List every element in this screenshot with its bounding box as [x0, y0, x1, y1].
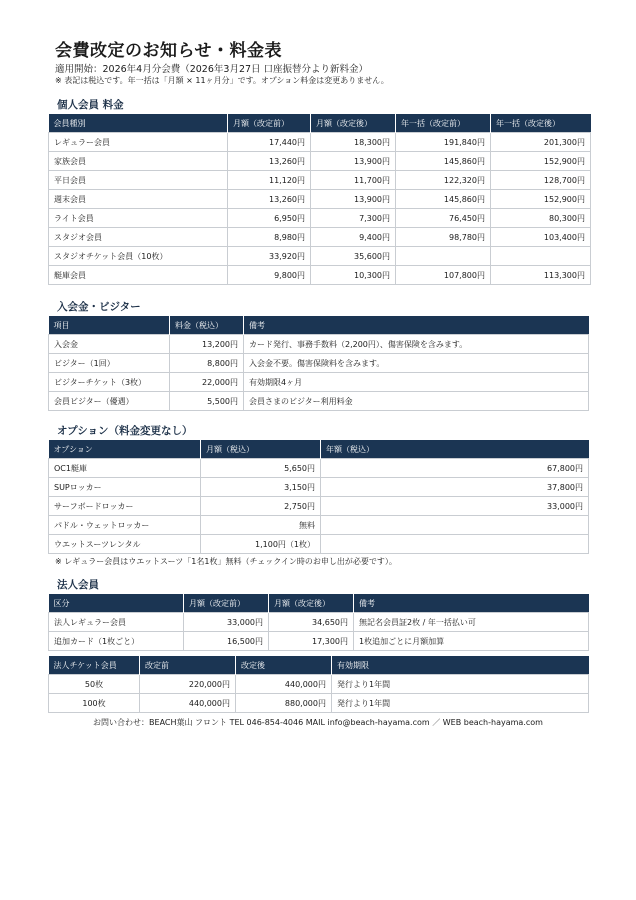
price-cell: 34,650円	[269, 613, 354, 632]
column-header: 年額（税込）	[321, 440, 589, 459]
table-header-row	[49, 594, 589, 613]
ticket-count-cell: 100枚	[49, 694, 140, 713]
price-cell: 33,000円	[184, 613, 269, 632]
column-header: 年一括（改定後）	[491, 114, 591, 133]
remark-cell: 無記名会員証2枚 / 年一括払い可	[354, 613, 589, 632]
column-header: 改定前	[140, 656, 236, 675]
table-row	[49, 516, 589, 535]
entry-section-heading: 入会金・ビジター	[57, 301, 141, 313]
table-row	[49, 152, 591, 171]
price-cell: 7,300円	[311, 209, 396, 228]
price-cell: 880,000円	[236, 694, 332, 713]
price-cell: 11,700円	[311, 171, 396, 190]
price-cell: 10,300円	[311, 266, 396, 285]
table-row	[49, 675, 589, 694]
option-name-cell: サーフボードロッカー	[49, 497, 201, 516]
table-row	[49, 354, 589, 373]
option-name-cell: パドル・ウェットロッカー	[49, 516, 201, 535]
column-header: 月額（税込）	[201, 440, 321, 459]
member-type-cell: 週末会員	[49, 190, 228, 209]
price-cell: 80,300円	[491, 209, 591, 228]
column-header: 備考	[354, 594, 589, 613]
column-header: 改定後	[236, 656, 332, 675]
price-cell	[396, 247, 491, 266]
table-row	[49, 478, 589, 497]
column-header: 年一括（改定前）	[396, 114, 491, 133]
price-cell: 440,000円	[140, 694, 236, 713]
table-row	[49, 632, 589, 651]
remark-cell: 1枚追加ごとに月額加算	[354, 632, 589, 651]
remark-cell: カード発行、事務手数料（2,200円）、傷害保険を含みます。	[244, 335, 589, 354]
monthly-price-cell: 1,100円（1枚）	[201, 535, 321, 554]
price-cell: 35,600円	[311, 247, 396, 266]
category-cell: 追加カード（1枚ごと）	[49, 632, 184, 651]
effective-date-text: 適用開始：2026年4月分会費（2026年3月27日 口座振替分より新料金）	[55, 64, 369, 75]
price-cell: 6,950円	[228, 209, 311, 228]
table-row	[49, 171, 591, 190]
price-cell: 76,450円	[396, 209, 491, 228]
price-cell: 103,400円	[491, 228, 591, 247]
table-row	[49, 373, 589, 392]
entry-fee-table	[48, 316, 589, 411]
price-cell: 33,920円	[228, 247, 311, 266]
price-cell: 440,000円	[236, 675, 332, 694]
price-cell: 17,300円	[269, 632, 354, 651]
price-cell: 107,800円	[396, 266, 491, 285]
option-name-cell: SUPロッカー	[49, 478, 201, 497]
remark-cell: 有効期限4ヶ月	[244, 373, 589, 392]
price-cell: 18,300円	[311, 133, 396, 152]
table-row	[49, 209, 591, 228]
price-cell: 9,400円	[311, 228, 396, 247]
table-row	[49, 266, 591, 285]
column-header: 月額（改定後）	[269, 594, 354, 613]
corporate-section-heading: 法人会員	[57, 579, 99, 591]
column-header: 会員種別	[49, 114, 228, 133]
price-cell: 8,980円	[228, 228, 311, 247]
table-row	[49, 190, 591, 209]
item-cell: 会員ビジター（優遇）	[49, 392, 170, 411]
price-cell: 98,780円	[396, 228, 491, 247]
option-name-cell: OC1艇庫	[49, 459, 201, 478]
table-row	[49, 133, 591, 152]
validity-cell: 発行より1年間	[332, 675, 589, 694]
price-cell: 152,900円	[491, 152, 591, 171]
price-cell: 145,860円	[396, 152, 491, 171]
price-cell: 22,000円	[170, 373, 244, 392]
corporate-fee-table	[48, 594, 589, 651]
table-row	[49, 459, 589, 478]
column-header: 料金（税込）	[170, 316, 244, 335]
column-header: 備考	[244, 316, 589, 335]
annual-price-cell	[321, 516, 589, 535]
price-cell: 152,900円	[491, 190, 591, 209]
price-cell: 128,700円	[491, 171, 591, 190]
table-row	[49, 228, 591, 247]
column-header: 項目	[49, 316, 170, 335]
price-cell: 113,300円	[491, 266, 591, 285]
column-header: 法人チケット会員	[49, 656, 140, 675]
item-cell: ビジターチケット（3枚）	[49, 373, 170, 392]
annual-price-cell: 37,800円	[321, 478, 589, 497]
table-header-row	[49, 440, 589, 459]
column-header: 有効期限	[332, 656, 589, 675]
page-title: 会費改定のお知らせ・料金表	[55, 41, 282, 61]
price-cell: 9,800円	[228, 266, 311, 285]
individual-section-heading: 個人会員 料金	[57, 99, 124, 111]
member-type-cell: スタジオチケット会員（10枚）	[49, 247, 228, 266]
column-header: 月額（改定前）	[228, 114, 311, 133]
table-row	[49, 694, 589, 713]
individual-fee-table	[48, 114, 591, 285]
contact-footer: お問い合わせ：BEACH葉山 フロント TEL 046-854-4046 MAIL info@beach-hayama.com ／ WEB beach-hayama.com	[93, 718, 543, 727]
table-header-row	[49, 114, 591, 133]
remark-cell: 入会金不要。傷害保険料を含みます。	[244, 354, 589, 373]
annual-price-cell: 33,000円	[321, 497, 589, 516]
category-cell: 法人レギュラー会員	[49, 613, 184, 632]
member-type-cell: ライト会員	[49, 209, 228, 228]
table-row	[49, 335, 589, 354]
price-cell: 13,900円	[311, 152, 396, 171]
item-cell: 入会金	[49, 335, 170, 354]
member-type-cell: 平日会員	[49, 171, 228, 190]
options-fee-table	[48, 440, 589, 554]
table-row	[49, 535, 589, 554]
remark-cell: 会員さまのビジター利用料金	[244, 392, 589, 411]
price-cell: 220,000円	[140, 675, 236, 694]
price-cell: 145,860円	[396, 190, 491, 209]
table-header-row	[49, 656, 589, 675]
options-section-heading: オプション（料金変更なし）	[57, 425, 193, 437]
price-cell	[491, 247, 591, 266]
monthly-price-cell: 2,750円	[201, 497, 321, 516]
price-cell: 122,320円	[396, 171, 491, 190]
option-name-cell: ウエットスーツレンタル	[49, 535, 201, 554]
annual-price-cell: 67,800円	[321, 459, 589, 478]
tax-note: ※ 表記は税込です。年一括は「月額 × 11ヶ月分」です。オプション料金は変更ありません。	[55, 76, 389, 85]
price-cell: 13,260円	[228, 152, 311, 171]
member-type-cell: レギュラー会員	[49, 133, 228, 152]
member-type-cell: スタジオ会員	[49, 228, 228, 247]
column-header: オプション	[49, 440, 201, 459]
column-header: 月額（改定後）	[311, 114, 396, 133]
member-type-cell: 艇庫会員	[49, 266, 228, 285]
item-cell: ビジター（1回）	[49, 354, 170, 373]
price-cell: 5,500円	[170, 392, 244, 411]
monthly-price-cell: 無料	[201, 516, 321, 535]
table-row	[49, 247, 591, 266]
monthly-price-cell: 3,150円	[201, 478, 321, 497]
monthly-price-cell: 5,650円	[201, 459, 321, 478]
price-cell: 201,300円	[491, 133, 591, 152]
table-row	[49, 497, 589, 516]
ticket-count-cell: 50枚	[49, 675, 140, 694]
price-cell: 191,840円	[396, 133, 491, 152]
price-cell: 8,800円	[170, 354, 244, 373]
price-cell: 11,120円	[228, 171, 311, 190]
column-header: 区分	[49, 594, 184, 613]
price-cell: 13,900円	[311, 190, 396, 209]
member-type-cell: 家族会員	[49, 152, 228, 171]
price-cell: 16,500円	[184, 632, 269, 651]
table-row	[49, 392, 589, 411]
validity-cell: 発行より1年間	[332, 694, 589, 713]
annual-price-cell	[321, 535, 589, 554]
column-header: 月額（改定前）	[184, 594, 269, 613]
wetsuit-note: ※ レギュラー会員はウエットスーツ「1名1枚」無料（チェックイン時のお申し出が必要です）。	[55, 557, 397, 566]
table-row	[49, 613, 589, 632]
corporate-ticket-table	[48, 656, 589, 713]
price-cell: 13,260円	[228, 190, 311, 209]
price-cell: 17,440円	[228, 133, 311, 152]
price-cell: 13,200円	[170, 335, 244, 354]
table-header-row	[49, 316, 589, 335]
